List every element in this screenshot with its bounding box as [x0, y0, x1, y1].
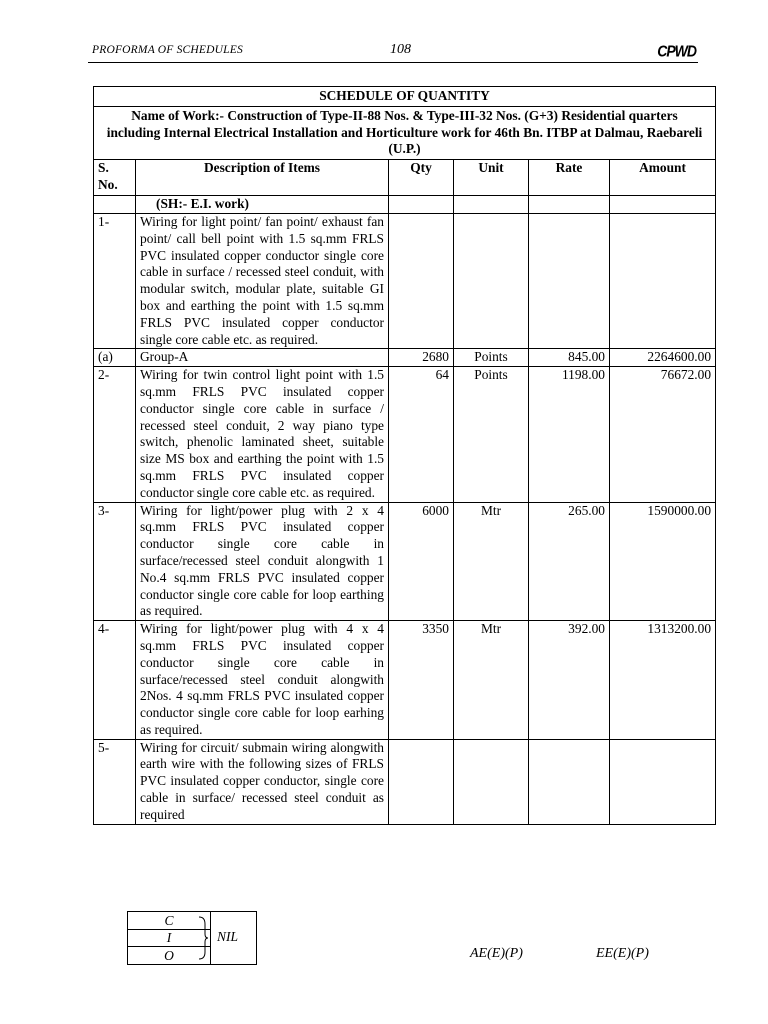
item-sno: 3- [94, 502, 136, 621]
cio-label-o: O [164, 948, 174, 963]
table-cell [529, 196, 610, 214]
table-cell [610, 196, 716, 214]
item-sno: 5- [94, 739, 136, 824]
col-header-sno: S. No. [94, 160, 136, 196]
title-row [94, 87, 716, 107]
item-description: Wiring for twin control light point with 1.5 sq.mm FRLS PVC insulated copper conductor single core cable in surface / recessed steel conduit, 2 way piano type switch, phenolic laminated sheet, suitable size MS box and earthing the point with 1.5 sq.mm FRLS PVC insulated copper conductor single core cable etc. as required. [136, 367, 389, 502]
item-rate [529, 213, 610, 348]
table-row [94, 621, 716, 740]
sub-head: (SH:- E.I. work) [136, 196, 389, 214]
table-cell [454, 196, 529, 214]
item-sno: 1- [94, 213, 136, 348]
item-qty: 2680 [389, 349, 454, 367]
col-header-rate: Rate [529, 160, 610, 196]
table-row [94, 213, 716, 348]
item-amount: 76672.00 [610, 367, 716, 502]
table-row [94, 502, 716, 621]
item-rate: 265.00 [529, 502, 610, 621]
item-qty: 3350 [389, 621, 454, 740]
item-qty: 64 [389, 367, 454, 502]
table-row [94, 349, 716, 367]
item-description: Wiring for light/power plug with 4 x 4 sq.mm FRLS PVC insulated copper conductor single core cable in surface/recessed steel conduit alongwith 2Nos. 4 sq.mm FRLS PVC insulated copper conductor single core cable for loop earhing as required. [136, 621, 389, 740]
item-rate [529, 739, 610, 824]
table-cell [389, 196, 454, 214]
item-qty [389, 213, 454, 348]
item-amount: 2264600.00 [610, 349, 716, 367]
item-rate: 1198.00 [529, 367, 610, 502]
column-header-row [94, 160, 716, 196]
name-of-work: Name of Work:- Construction of Type-II-88 Nos. & Type-III-32 Nos. (G+3) Residential quarters including Internal Electrical Installation and Horticulture work for 46th Bn. ITBP at Dalmau, Raebareli (U.P.) [94, 106, 716, 159]
col-header-description: Description of Items [136, 160, 389, 196]
cio-value: NIL [217, 929, 239, 944]
table-cell [94, 196, 136, 214]
item-unit: Points [454, 349, 529, 367]
item-amount [610, 213, 716, 348]
item-amount: 1313200.00 [610, 621, 716, 740]
curly-brace-icon [198, 916, 208, 960]
schedule-title: SCHEDULE OF QUANTITY [94, 87, 716, 107]
cio-label-i: I [128, 929, 210, 947]
item-unit: Mtr [454, 621, 529, 740]
item-rate: 392.00 [529, 621, 610, 740]
item-amount [610, 739, 716, 824]
table-row [94, 739, 716, 824]
page-number: 108 [390, 42, 411, 57]
schedule-of-quantity-table [93, 86, 716, 825]
signature-ae: AE(E)(P) [470, 946, 523, 961]
item-sno: (a) [94, 349, 136, 367]
col-header-unit: Unit [454, 160, 529, 196]
item-description: Wiring for light point/ fan point/ exhaust fan point/ call bell point with 1.5 sq.mm FRLS PVC insulated copper conductor single core cable in surface / recessed steel conduit, with modular switch, modular plate, suitable GI box and earthing the point with 1.5 sq.mm FRLS PVC insulated copper conductor single core cable etc. as required. [136, 213, 389, 348]
page-header [88, 42, 698, 63]
item-qty: 6000 [389, 502, 454, 621]
cio-label-c: C [128, 912, 210, 930]
item-description: Wiring for light/power plug with 2 x 4 sq.mm FRLS PVC insulated copper conductor single core cable in surface/recessed steel conduit alongwith 1 No.4 sq.mm FRLS PVC insulated copper conductor single core cable for loop earthing as required. [136, 502, 389, 621]
cio-box [127, 911, 257, 965]
item-unit [454, 213, 529, 348]
table-row [94, 367, 716, 502]
item-sno: 4- [94, 621, 136, 740]
item-description: Group-A [136, 349, 389, 367]
sub-head-row [94, 196, 716, 214]
signature-ee: EE(E)(P) [596, 946, 649, 961]
cpwd-logo: CPWD [657, 42, 696, 60]
item-rate: 845.00 [529, 349, 610, 367]
item-amount: 1590000.00 [610, 502, 716, 621]
item-description: Wiring for circuit/ submain wiring alongwith earth wire with the following sizes of FRLS PVC insulated copper conductor, single core cable in surface/ recessed steel conduit as required [136, 739, 389, 824]
item-unit: Mtr [454, 502, 529, 621]
item-qty [389, 739, 454, 824]
item-unit [454, 739, 529, 824]
header-title: PROFORMA OF SCHEDULES [92, 44, 243, 56]
item-unit: Points [454, 367, 529, 502]
item-sno: 2- [94, 367, 136, 502]
col-header-amount: Amount [610, 160, 716, 196]
col-header-qty: Qty [389, 160, 454, 196]
name-of-work-row [94, 106, 716, 159]
